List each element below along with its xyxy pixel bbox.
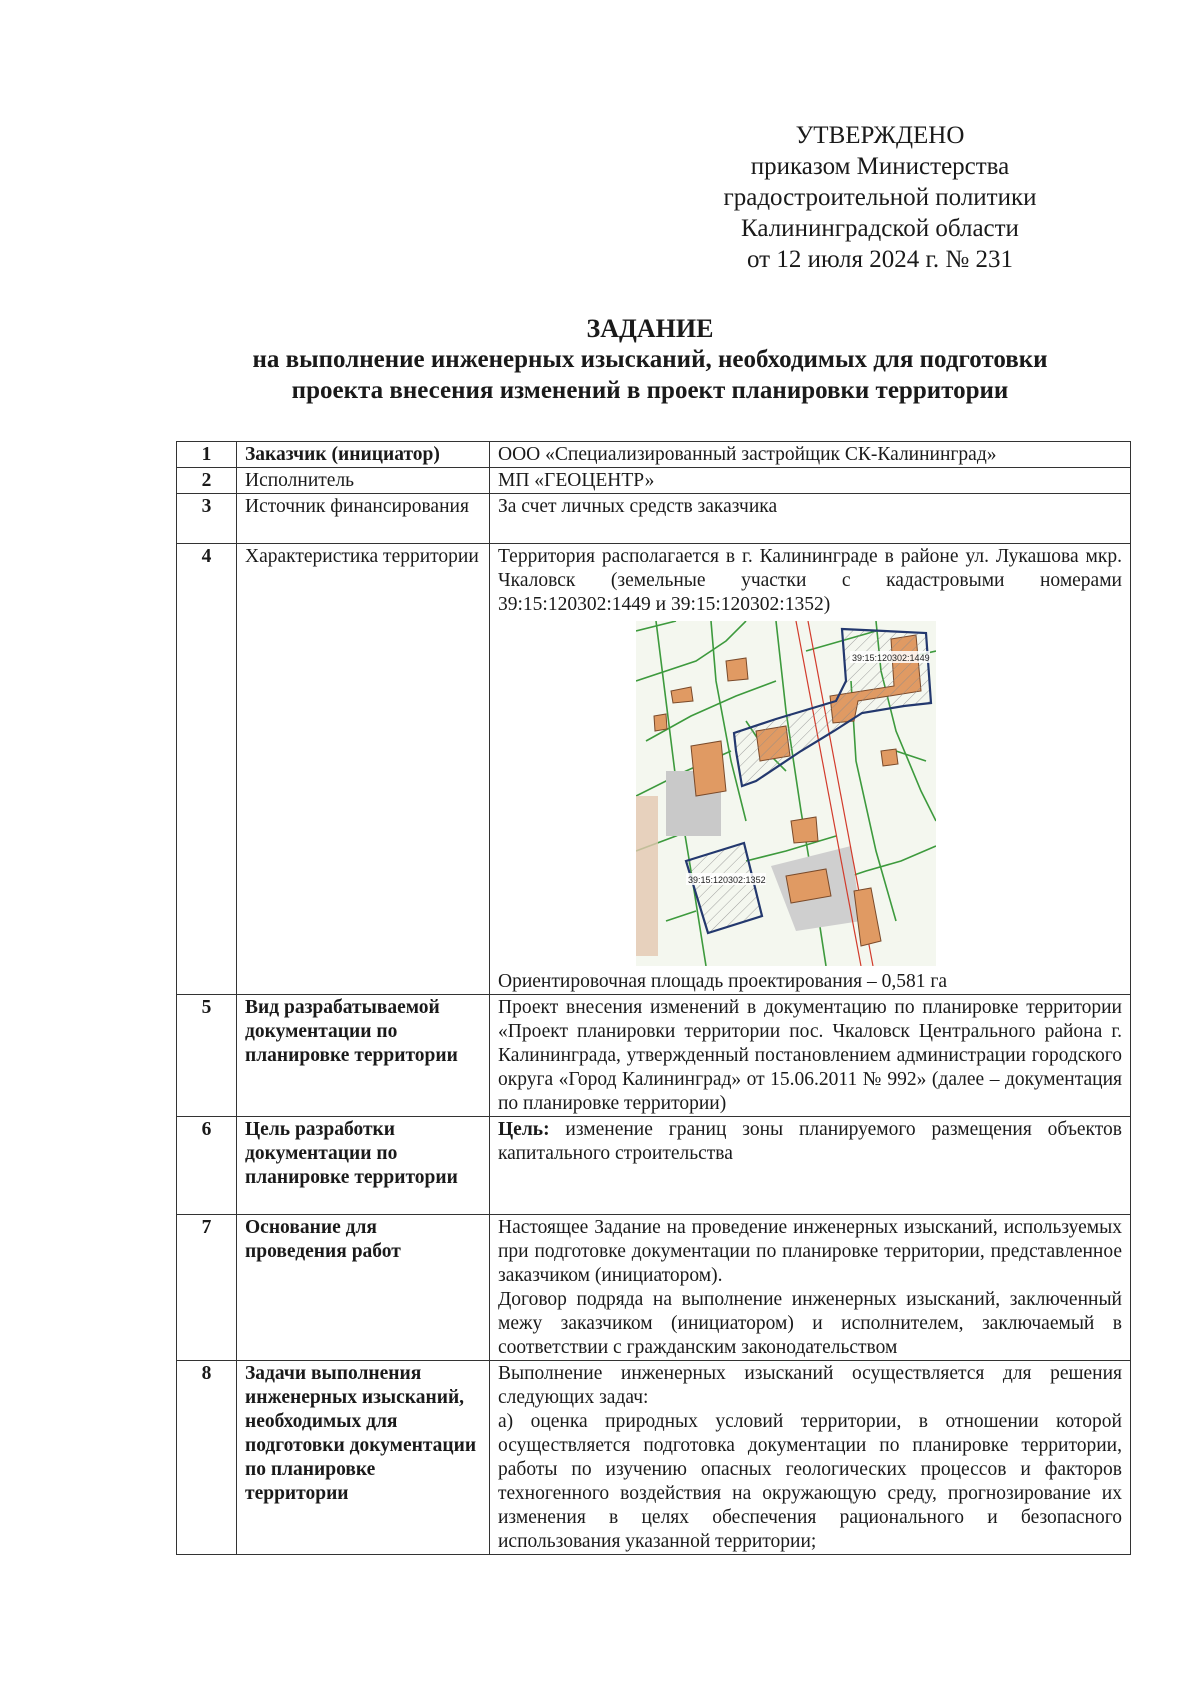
document-subtitle: на выполнение инженерных изысканий, необходимых для подготовки [252, 346, 1048, 373]
row-label: Заказчик (инициатор) [237, 442, 490, 468]
row-value: Проект внесения изменений в документацию по планировке территории «Проект планировки территории пос. Чкаловск Центрального района г. Калининграда, утвержденный постановлением администрации городского округа «Город Калининград» от 15.06.2011 № 992» (далее – документация по планировке территории) [490, 995, 1131, 1117]
row-value: ООО «Специализированный застройщик СК-Калининград» [490, 442, 1131, 468]
approval-block [660, 120, 1100, 275]
row-label: Характеристика территории [237, 544, 490, 995]
row-value: изменение границ зоны планируемого размещения объектов капитального строительства [498, 1119, 1122, 1164]
table-row [177, 1361, 1131, 1555]
row-value-cell [490, 1361, 1131, 1555]
approval-date: от 12 июля 2024 г. № 231 [746, 246, 1014, 273]
row-value-2: Договор подряда на выполнение инженерных изысканий, заключенный межу заказчиком (инициатором) и исполнителем, заключаемый в соответствии с гражданским законодательством [498, 1289, 1122, 1358]
row-number: 6 [177, 1117, 237, 1215]
cadastral-map [636, 621, 936, 966]
row-number: 8 [177, 1361, 237, 1555]
table-row [177, 995, 1131, 1117]
row-number: 2 [177, 468, 237, 494]
row-label: Источник финансирования [237, 494, 490, 544]
row-number: 1 [177, 442, 237, 468]
document-heading [180, 313, 1120, 406]
table-row [177, 442, 1131, 468]
row-number: 7 [177, 1215, 237, 1361]
goal-label: Цель: [498, 1119, 550, 1140]
row-value: МП «ГЕОЦЕНТР» [490, 468, 1131, 494]
row-value: Выполнение инженерных изысканий осуществляется для решения следующих задач: [498, 1363, 1122, 1408]
row-label: Основание для проведения работ [237, 1215, 490, 1361]
map-label-1449: 39:15:120302:1449 [852, 653, 930, 663]
cadastral-map-image [636, 621, 936, 966]
row-label: Вид разрабатываемой документации по планировке территории [237, 995, 490, 1117]
document-title: ЗАДАНИЕ [586, 314, 714, 343]
approval-line: градостроительной политики [723, 184, 1037, 211]
row-value-cell [490, 544, 1131, 995]
map-label-1352: 39:15:120302:1352 [688, 875, 766, 885]
table-row [177, 494, 1131, 544]
row-label: Цель разработки документации по планировке территории [237, 1117, 490, 1215]
table-row [177, 1215, 1131, 1361]
row-value: За счет личных средств заказчика [490, 494, 1131, 544]
row-number: 3 [177, 494, 237, 544]
approval-title: УТВЕРЖДЕНО [795, 122, 965, 149]
table-row [177, 544, 1131, 995]
table-row [177, 468, 1131, 494]
table-row [177, 1117, 1131, 1215]
approval-line: приказом Министерства [750, 153, 1010, 180]
approval-line: Калининградской области [741, 215, 1019, 242]
row-value: Настоящее Задание на проведение инженерных изысканий, используемых при подготовке документации по планировке территории, представленное заказчиком (инициатором). [498, 1217, 1122, 1286]
document-subtitle: проекта внесения изменений в проект планировки территории [291, 377, 1009, 404]
row-value-2: а) оценка природных условий территории, в отношении которой осуществляется подготовка документации по планировке территории, работы по изучению опасных геологических процессов и факторов техногенного воздействия на окружающую среду, прогнозирование их изменения в целях обеспечения рационального и безопасного использования указанной территории; [498, 1411, 1122, 1552]
row-label: Задачи выполнения инженерных изысканий, необходимых для подготовки документации по планировке территории [237, 1361, 490, 1555]
area-note: Ориентировочная площадь проектирования – 0,581 га [498, 971, 948, 992]
row-number: 5 [177, 995, 237, 1117]
row-label: Исполнитель [237, 468, 490, 494]
row-value-cell [490, 1117, 1131, 1215]
row-value-cell [490, 1215, 1131, 1361]
row-value: Территория располагается в г. Калининграде в районе ул. Лукашова мкр. Чкаловск (земельные участки с кадастровыми номерами 39:15:120302:1449 и 39:15:120302:1352) [498, 546, 1122, 615]
row-number: 4 [177, 544, 237, 995]
task-table [176, 441, 1131, 1555]
